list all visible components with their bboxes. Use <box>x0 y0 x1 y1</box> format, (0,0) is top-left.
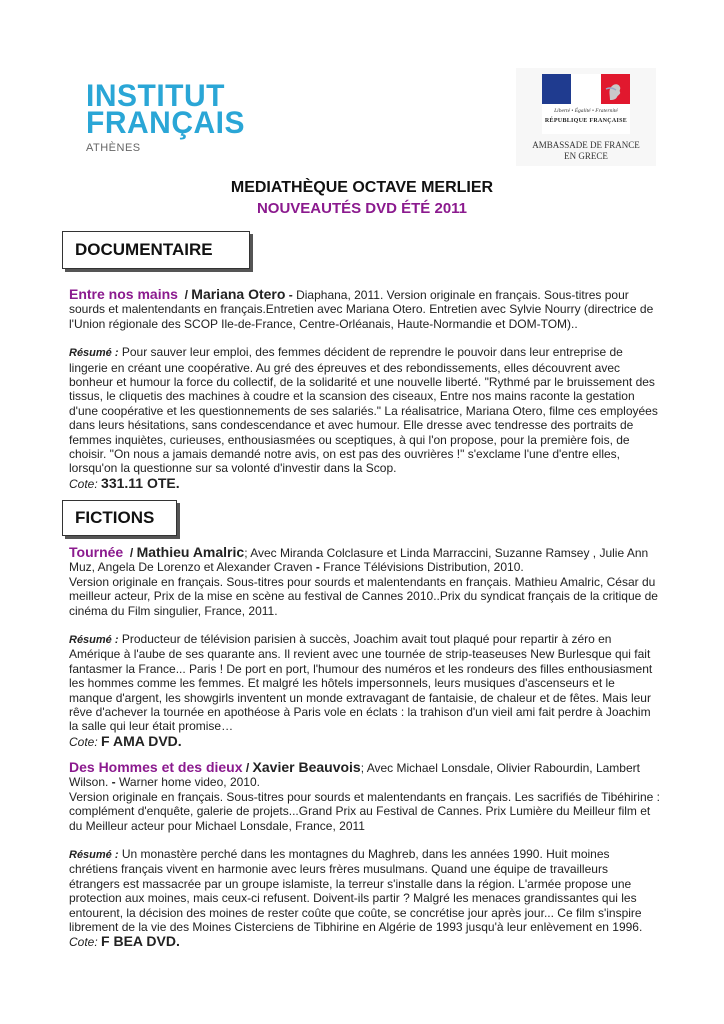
dvd-entry <box>69 545 661 749</box>
resume-label: Résumé : <box>69 849 119 862</box>
title-separator: / <box>245 761 250 775</box>
marianne-profile-icon <box>604 80 626 102</box>
cote-value: F AMA DVD. <box>101 732 182 749</box>
film-title: Entre nos mains <box>69 286 178 302</box>
logo-line-institut: INSTITUT <box>86 78 225 114</box>
film-director: Xavier Beauvois <box>252 759 361 775</box>
resume-label: Résumé : <box>69 634 119 647</box>
film-cast: ; Avec Michael Lonsdale, Olivier Rabourdin, Lambert Wilson. <box>69 761 640 790</box>
page-title: MEDIATHÈQUE OCTAVE MERLIER <box>230 179 494 196</box>
tricolor-flag <box>542 74 630 104</box>
cote-value: 331.11 OTE. <box>101 474 180 491</box>
dvd-entry <box>69 760 661 950</box>
dvd-entry <box>69 287 661 491</box>
embassy-line-2: EN GRECE <box>564 151 608 161</box>
republic-motto: Liberté • Égalité • Fraternité <box>554 108 618 114</box>
republique-francaise: RÉPUBLIQUE FRANÇAISE <box>544 118 628 124</box>
film-title: Des Hommes et des dieux <box>69 759 243 775</box>
film-publisher: Warner home video, 2010. <box>119 775 260 790</box>
logo-city: ATHÈNES <box>86 142 141 154</box>
film-publisher: France Télévisions Distribution, 2010. <box>323 560 524 575</box>
institut-francais-logo <box>86 78 245 154</box>
page-subtitle: NOUVEAUTÉS DVD ÉTÉ 2011 <box>256 200 468 217</box>
film-title: Tournée <box>69 544 124 560</box>
entry-reference <box>69 545 661 575</box>
resume-text: Un monastère perché dans les montagnes du Maghreb, dans les années 1990. Huit moines chrétiens français vivent en harmonie avec leurs frères musulmans. Quand une équipe de travailleurs étrangers est massacrée par un groupe islamiste, la terreur s'installe dans la région. L'armée propose une protection aux moines, mais ceux-ci refusent. Doivent-ils partir ? Malgré les menaces grandissantes qui les entourent, la décision des moines de rester coûte que coûte, se concrétise jour après jour... Ce film s'inspire librement de la vie des Moines Cisterciens de Tibhirine en Algérie de 1993 jusqu'à leur enlèvement en 1996. <box>69 847 643 935</box>
film-director: Mathieu Amalric <box>136 544 245 560</box>
entry-reference <box>69 287 661 331</box>
title-separator: / <box>184 288 188 302</box>
entry-summary <box>69 847 661 934</box>
resume-label: Résumé : <box>69 347 119 360</box>
publisher-separator: - <box>285 288 297 302</box>
entry-details: Version originale en français. Sous-titres pour sourds et malentendants en français. Mathieu Amalric, César du meilleur acteur, Prix de la mise en scène au festival de Cannes 2010..Prix du syndicat français de la critique de cinéma du Film singulier, France, 2011. <box>69 574 658 618</box>
section-heading-documentaire: DOCUMENTAIRE <box>62 231 250 269</box>
entry-summary <box>69 632 661 734</box>
cote-label: Cote: <box>69 734 98 749</box>
entry-summary <box>69 345 661 476</box>
resume-text: Producteur de télévision parisien à succès, Joachim avait tout plaqué pour repartir à zéro en Amérique à l'aube de ses quarante ans. Il revient avec une tournée de strip-teaseuses New Burlesque qui fait fantasmer la France... Paris ! De port en port, l'humour des numéros et les rondeurs des filles enthousiasment les hommes comme les femmes. Et malgré les hôtels impersonnels, leurs musiques d'ascenseurs et le manque d'argent, les showgirls inventent un monde extravagant de fantaisie, de chaleur et de fêtes. Mais leur rêve d'achever la tournée en apothéose à Paris vole en éclats : la trahison d'un vieil ami fait perdre à Joachim la salle qui leur était promise… <box>69 632 653 734</box>
title-separator: / <box>129 546 134 560</box>
resume-text: Pour sauver leur emploi, des femmes décident de reprendre le pouvoir dans leur entreprise de lingerie en créant une coopérative. Au gré des épreuves et des rebondissements, elles découvrent avec bonheur et humour la force du collectif, de la solidarité et une nouvelle liberté. "Rythmé par le bruissement des tissus, le cliquetis des machines à coudre et la scansion des ciseaux, Entre nos mains raconte la gestation d'une coopérative et les questionnements de ses salariés." La réalisatrice, Mariana Otero, filme ces employées dans leurs hésitations, sans condescendance et avec humour. Elle dresse avec tendresse des portraits de femmes inquiètes, curieuses, enthousiasmées ou sceptiques, à qui l'on propose, pour la première fois, de choisir. "On nous a jamais demandé notre avis, on est pas des ouvrières !" s'exclame l'une d'entre elles, lorsqu'on la questionne sur sa volonté d'investir dans la Scop. <box>69 345 658 476</box>
entry-reference <box>69 760 661 790</box>
cote-value: F BEA DVD. <box>101 933 180 950</box>
publisher-separator: - <box>312 560 324 575</box>
publisher-separator: - <box>108 775 120 790</box>
cote-label: Cote: <box>69 476 98 491</box>
film-director: Mariana Otero <box>191 286 286 302</box>
entry-cote <box>69 476 661 491</box>
marianne-logo <box>542 74 630 134</box>
film-publisher: Diaphana, 2011. Version originale en français. Sous-titres pour sourds et malentendants en français.Entretien avec Mariana Otero. Entretien avec Sylvie Nourry (directrice de l'Union régionale des SCOP Ile-de-France, Centre-Orléanais, Haute-Normandie et DOM-TOM).. <box>69 288 654 331</box>
entry-cote <box>69 734 661 749</box>
embassy-line-1: AMBASSADE DE FRANCE <box>532 140 640 150</box>
logo-line-francais: FRANÇAIS <box>86 105 245 141</box>
embassy-name <box>516 140 656 162</box>
entry-cote <box>69 934 661 949</box>
section-heading-fictions: FICTIONS <box>62 500 177 536</box>
entry-details: Version originale en français. Sous-titres pour sourds et malentendants en français. Les sacrifiés de Tibéhirine : complément d'enquête, galerie de projets...Grand Prix au Festival de Cannes. Prix Lumière du Meilleur film et du Meilleur acteur pour Michael Lonsdale, France, 2011 <box>69 789 660 833</box>
film-cast: ; Avec Miranda Colclasure et Linda Marraccini, Suzanne Ramsey , Julie Ann Muz, Angela De Lorenzo et Alexander Craven <box>69 546 649 575</box>
cote-label: Cote: <box>69 935 98 950</box>
embassy-logo <box>516 68 656 166</box>
